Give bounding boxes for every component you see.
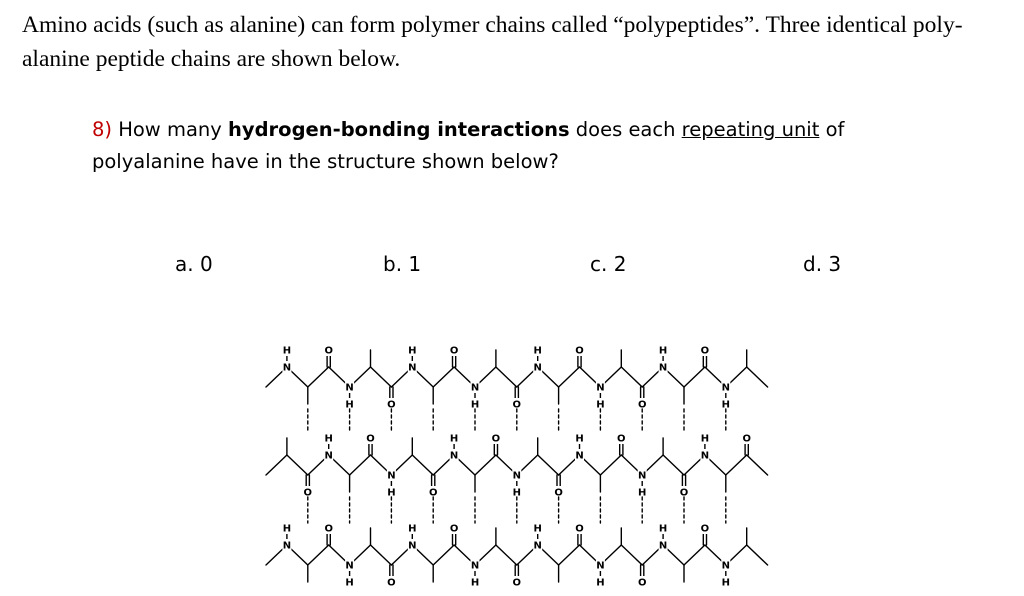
nitrogen-atom: N (408, 362, 417, 374)
hydrogen-atom: H (533, 523, 542, 535)
oxygen-atom: O (617, 433, 626, 445)
question-text-3: of polyalanine have in the structure shown below? (92, 118, 845, 173)
backbone-bond (600, 455, 621, 475)
hydrogen-atom: H (700, 433, 710, 445)
hydrogen-atom: H (345, 577, 354, 589)
oxygen-atom: O (491, 433, 501, 445)
hydrogen-atom: H (387, 487, 396, 499)
question-text-2: does each (569, 118, 682, 141)
backbone-bond (475, 455, 496, 475)
nitrogen-atom: N (282, 540, 292, 552)
nitrogen-atom: N (721, 382, 730, 394)
oxygen-atom: O (554, 487, 563, 499)
oxygen-atom: O (575, 523, 584, 535)
backbone-bond (621, 367, 642, 387)
oxygen-atom: O (637, 399, 647, 411)
hydrogen-atom: H (721, 399, 730, 411)
intro-text: Amino acids (such as alanine) can form polymer chains called “polypeptides”. Three identical poly-alanine peptide chains are shown below. (22, 12, 963, 72)
backbone-bond (538, 455, 559, 475)
choice-a[interactable]: a. 0 (175, 252, 213, 276)
oxygen-atom: O (387, 399, 396, 411)
hydrogen-atom: H (449, 433, 459, 445)
nitrogen-atom: N (596, 382, 605, 394)
hydrogen-atom: H (512, 487, 521, 499)
oxygen-atom: O (637, 577, 647, 589)
hydrogen-atom: H (596, 399, 605, 411)
nitrogen-atom: N (470, 382, 480, 394)
hydrogen-atom: H (408, 345, 417, 357)
nitrogen-atom: N (408, 540, 417, 552)
oxygen-atom: O (387, 577, 396, 589)
nitrogen-atom: N (596, 560, 605, 572)
oxygen-atom: O (742, 433, 751, 445)
backbone-bond (308, 545, 329, 565)
choice-b[interactable]: b. 1 (383, 252, 422, 276)
backbone-bond (726, 455, 747, 475)
nitrogen-atom: N (449, 450, 459, 462)
oxygen-atom: O (700, 523, 710, 535)
backbone-bond (663, 455, 684, 475)
hydrogen-atom: H (470, 399, 480, 411)
backbone-bond (496, 545, 517, 565)
backbone-bond (496, 367, 517, 387)
backbone-bond (433, 545, 454, 565)
backbone-bond (559, 367, 580, 387)
hydrogen-atom: H (721, 577, 730, 589)
backbone-bond (287, 455, 308, 475)
nitrogen-atom: N (470, 560, 480, 572)
backbone-bond (621, 545, 642, 565)
choice-d[interactable]: d. 3 (803, 252, 842, 276)
hydrogen-atom: H (470, 577, 480, 589)
hydrogen-atom: H (408, 523, 417, 535)
backbone-bond (412, 455, 433, 475)
question-number: 8) (92, 118, 113, 141)
backbone-bond (559, 545, 580, 565)
oxygen-atom: O (303, 487, 313, 499)
nitrogen-atom: N (282, 362, 292, 374)
question-text-1: How many (112, 118, 228, 141)
question-bold-text: hydrogen-bonding interactions (228, 118, 570, 141)
nitrogen-atom: N (512, 470, 521, 482)
nitrogen-atom: N (387, 470, 396, 482)
backbone-bond (371, 367, 392, 387)
hydrogen-atom: H (282, 345, 292, 357)
nitrogen-atom: N (638, 470, 647, 482)
oxygen-atom: O (512, 577, 522, 589)
nitrogen-atom: N (658, 540, 668, 552)
oxygen-atom: O (324, 345, 333, 357)
hydrogen-atom: H (533, 345, 542, 357)
oxygen-atom: O (449, 345, 459, 357)
nitrogen-atom: N (575, 450, 584, 462)
oxygen-atom: O (366, 433, 375, 445)
choice-c[interactable]: c. 2 (590, 252, 627, 276)
nitrogen-atom: N (345, 560, 354, 572)
nitrogen-atom: N (658, 362, 668, 374)
oxygen-atom: O (324, 523, 333, 535)
nitrogen-atom: N (700, 450, 710, 462)
backbone-bond (747, 455, 768, 475)
oxygen-atom: O (512, 399, 522, 411)
hydrogen-atom: H (658, 523, 668, 535)
oxygen-atom: O (700, 345, 710, 357)
nitrogen-atom: N (345, 382, 354, 394)
backbone-bond (433, 367, 454, 387)
backbone-bond (684, 367, 705, 387)
backbone-bond (684, 545, 705, 565)
hydrogen-atom: H (575, 433, 584, 445)
question-underlined-text: repeating unit (681, 118, 820, 141)
oxygen-atom: O (428, 487, 438, 499)
backbone-bond (371, 545, 392, 565)
backbone-bond (747, 545, 768, 565)
backbone-bond (266, 455, 287, 475)
nitrogen-atom: N (721, 560, 730, 572)
nitrogen-atom: N (324, 450, 333, 462)
backbone-bond (747, 367, 768, 387)
backbone-bond (350, 455, 371, 475)
nitrogen-atom: N (533, 362, 542, 374)
hydrogen-atom: H (596, 577, 605, 589)
hydrogen-atom: H (345, 399, 354, 411)
oxygen-atom: O (575, 345, 584, 357)
backbone-bond (308, 367, 329, 387)
hydrogen-atom: H (638, 487, 647, 499)
hydrogen-atom: H (324, 433, 333, 445)
oxygen-atom: O (679, 487, 689, 499)
nitrogen-atom: N (533, 540, 542, 552)
oxygen-atom: O (449, 523, 459, 535)
hydrogen-atom: H (282, 523, 292, 535)
hydrogen-atom: H (658, 345, 668, 357)
